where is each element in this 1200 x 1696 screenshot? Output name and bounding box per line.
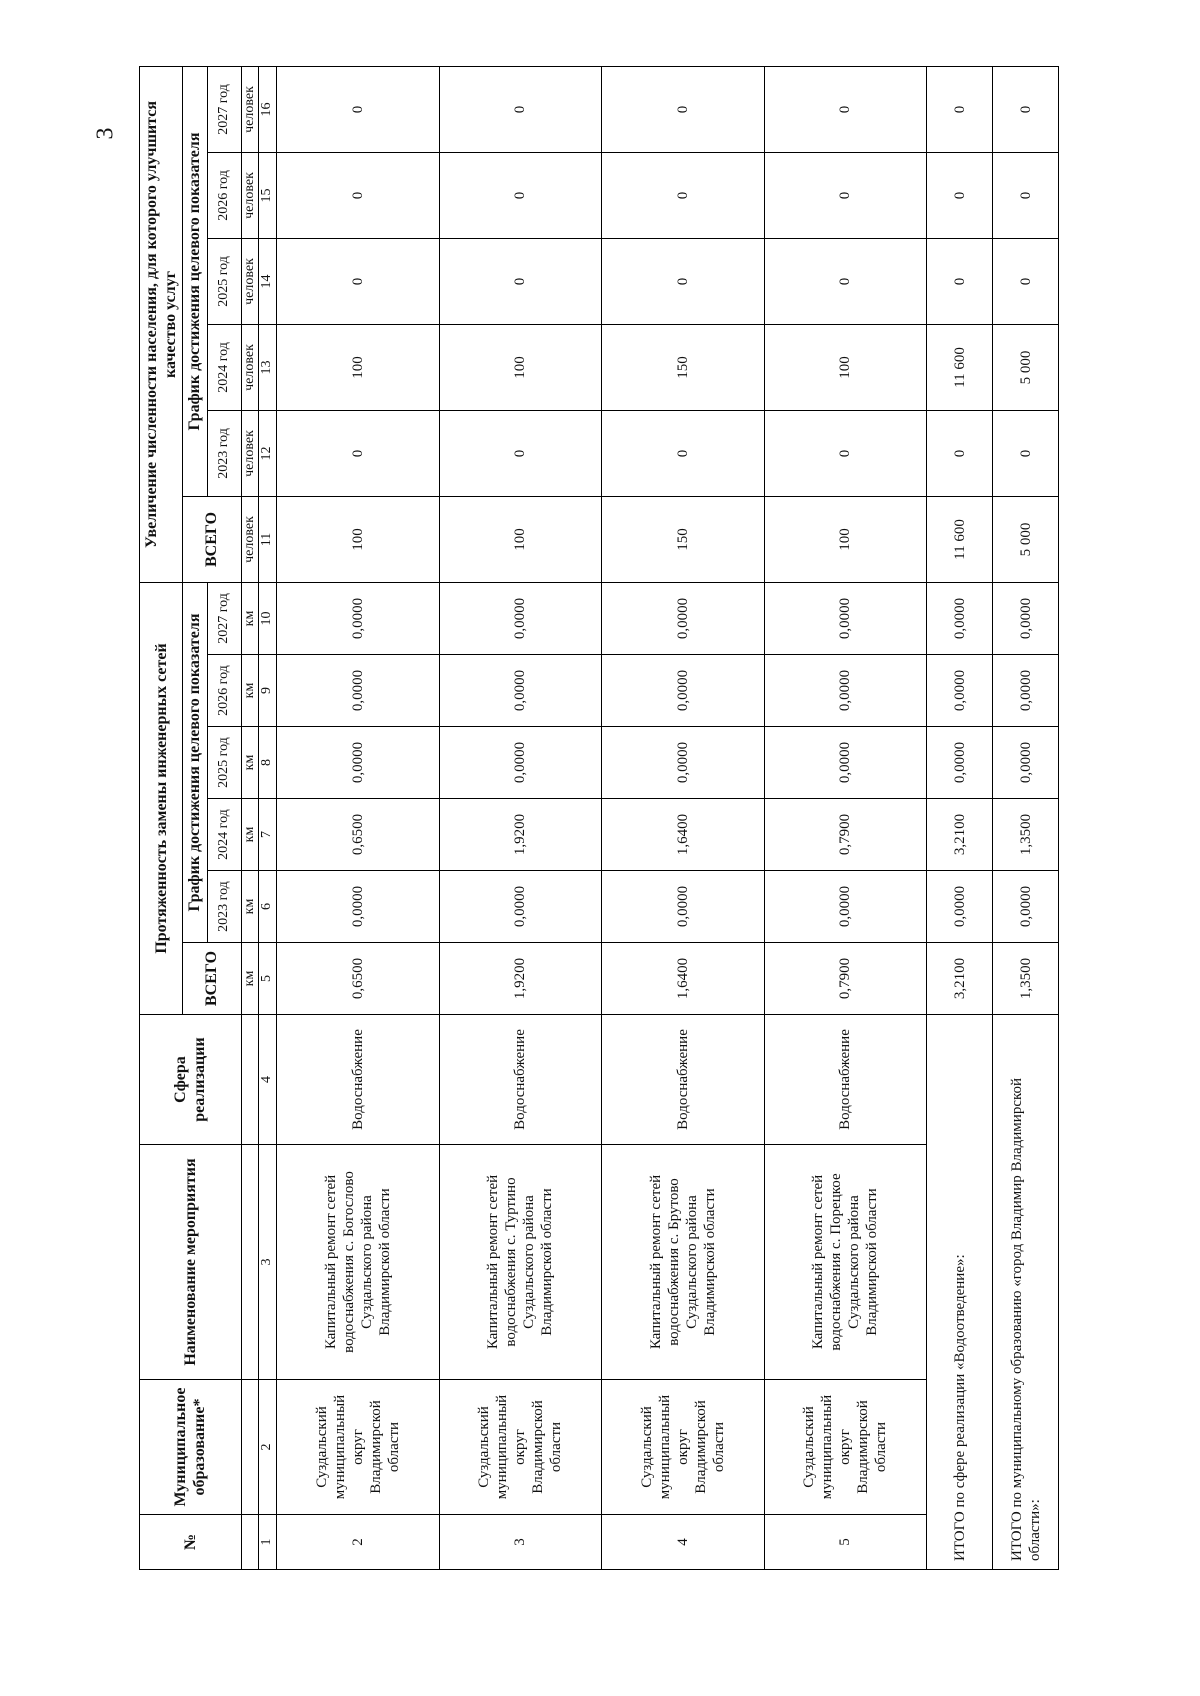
table-row [602, 66, 765, 1569]
people-2024-cell: 100 [277, 324, 440, 410]
unit-km: км [241, 655, 259, 727]
km-2027-cell: 0,0000 [602, 582, 765, 654]
column-number: 9 [259, 655, 277, 727]
unit-people: человек [241, 410, 259, 496]
column-number: 1 [259, 1515, 277, 1570]
header-municipality: Муниципальное образование* [140, 1380, 242, 1515]
km-total-cell: 0,7900 [764, 943, 927, 1015]
km-2025-cell: 0,0000 [277, 727, 440, 799]
row-number: 3 [439, 1515, 602, 1570]
column-number: 15 [259, 152, 277, 238]
people-2025-cell: 0 [993, 238, 1059, 324]
row-number: 5 [764, 1515, 927, 1570]
header-year: 2026 год [207, 655, 241, 727]
people-2024-cell: 100 [764, 324, 927, 410]
column-number: 8 [259, 727, 277, 799]
unit-km: км [241, 582, 259, 654]
km-total-cell: 1,9200 [439, 943, 602, 1015]
km-2027-cell: 0,0000 [439, 582, 602, 654]
km-2024-cell: 0,6500 [277, 799, 440, 871]
people-total-cell: 11 600 [927, 496, 993, 582]
column-number: 10 [259, 582, 277, 654]
people-2024-cell: 11 600 [927, 324, 993, 410]
km-2027-cell: 0,0000 [927, 582, 993, 654]
people-2024-cell: 5 000 [993, 324, 1059, 410]
event-name-cell: Капитальный ремонт сетей водоснабжения с. Богослово Суздальского района Владимирской области [277, 1145, 440, 1380]
people-total-cell: 100 [439, 496, 602, 582]
km-2027-cell: 0,0000 [764, 582, 927, 654]
km-2026-cell: 0,0000 [993, 655, 1059, 727]
people-total-cell: 100 [764, 496, 927, 582]
people-2027-cell: 0 [764, 66, 927, 152]
people-2026-cell: 0 [277, 152, 440, 238]
unit-blank [241, 1145, 259, 1380]
km-2026-cell: 0,0000 [927, 655, 993, 727]
header-population-schedule: График достижения целевого показателя [183, 66, 207, 496]
people-2023-cell: 0 [764, 410, 927, 496]
km-2026-cell: 0,0000 [602, 655, 765, 727]
header-event-name: Наименование мероприятия [140, 1145, 242, 1380]
people-2027-cell: 0 [927, 66, 993, 152]
targets-table [139, 66, 1059, 1570]
unit-blank [241, 1380, 259, 1515]
km-2023-cell: 0,0000 [927, 871, 993, 943]
header-year: 2027 год [207, 582, 241, 654]
km-2027-cell: 0,0000 [993, 582, 1059, 654]
people-2025-cell: 0 [602, 238, 765, 324]
km-total-cell: 0,6500 [277, 943, 440, 1015]
column-number: 13 [259, 324, 277, 410]
row-number: 4 [602, 1515, 765, 1570]
km-2024-cell: 3,2100 [927, 799, 993, 871]
people-2025-cell: 0 [927, 238, 993, 324]
people-2025-cell: 0 [764, 238, 927, 324]
municipality-cell: Суздальский муниципальный округ Владимирской области [277, 1380, 440, 1515]
page-number: 3 [92, 127, 119, 140]
people-2026-cell: 0 [764, 152, 927, 238]
table-row [764, 66, 927, 1569]
column-number: 2 [259, 1380, 277, 1515]
km-2023-cell: 0,0000 [277, 871, 440, 943]
km-2023-cell: 0,0000 [993, 871, 1059, 943]
people-2027-cell: 0 [993, 66, 1059, 152]
unit-km: км [241, 799, 259, 871]
unit-blank [241, 1015, 259, 1145]
people-2023-cell: 0 [277, 410, 440, 496]
km-2025-cell: 0,0000 [993, 727, 1059, 799]
header-year: 2023 год [207, 410, 241, 496]
people-2026-cell: 0 [927, 152, 993, 238]
row-number: 2 [277, 1515, 440, 1570]
km-total-cell: 1,6400 [602, 943, 765, 1015]
unit-blank [241, 1515, 259, 1570]
people-2023-cell: 0 [927, 410, 993, 496]
header-no: № [140, 1515, 242, 1570]
sphere-cell: Водоснабжение [764, 1015, 927, 1145]
column-number: 16 [259, 66, 277, 152]
km-2026-cell: 0,0000 [277, 655, 440, 727]
header-year: 2025 год [207, 727, 241, 799]
km-2023-cell: 0,0000 [439, 871, 602, 943]
rotated-table-wrapper [139, 84, 1059, 1570]
sphere-cell: Водоснабжение [602, 1015, 765, 1145]
municipality-cell: Суздальский муниципальный округ Владимирской области [439, 1380, 602, 1515]
header-year: 2026 год [207, 152, 241, 238]
header-year: 2024 год [207, 799, 241, 871]
header-year: 2025 год [207, 238, 241, 324]
municipality-cell: Суздальский муниципальный округ Владимирской области [602, 1380, 765, 1515]
km-2023-cell: 0,0000 [764, 871, 927, 943]
unit-people: человек [241, 152, 259, 238]
sphere-cell: Водоснабжение [439, 1015, 602, 1145]
header-population-total: ВСЕГО [183, 496, 241, 582]
column-number: 3 [259, 1145, 277, 1380]
people-2026-cell: 0 [993, 152, 1059, 238]
header-population-group: Увеличение численности населения, для которого улучшится качество услуг [140, 66, 183, 582]
column-number: 7 [259, 799, 277, 871]
km-2025-cell: 0,0000 [439, 727, 602, 799]
people-2024-cell: 100 [439, 324, 602, 410]
event-name-cell: Капитальный ремонт сетей водоснабжения с. Туртино Суздальского района Владимирской области [439, 1145, 602, 1380]
column-number: 12 [259, 410, 277, 496]
unit-people: человек [241, 238, 259, 324]
people-2026-cell: 0 [602, 152, 765, 238]
km-2025-cell: 0,0000 [927, 727, 993, 799]
km-2025-cell: 0,0000 [764, 727, 927, 799]
km-total-cell: 1,3500 [993, 943, 1059, 1015]
people-2023-cell: 0 [439, 410, 602, 496]
unit-km: км [241, 727, 259, 799]
km-total-cell: 3,2100 [927, 943, 993, 1015]
total-label-cell: ИТОГО по сфере реализации «Водоотведение»: [927, 1015, 993, 1570]
total-label-cell: ИТОГО по муниципальному образованию «город Владимир Владимирской области»: [993, 1015, 1059, 1570]
km-2026-cell: 0,0000 [439, 655, 602, 727]
people-total-cell: 150 [602, 496, 765, 582]
unit-km: км [241, 871, 259, 943]
header-year: 2027 год [207, 66, 241, 152]
sphere-cell: Водоснабжение [277, 1015, 440, 1145]
total-row [993, 66, 1059, 1569]
table-row [277, 66, 440, 1569]
unit-people: человек [241, 324, 259, 410]
people-2027-cell: 0 [439, 66, 602, 152]
people-2025-cell: 0 [277, 238, 440, 324]
people-2025-cell: 0 [439, 238, 602, 324]
people-2024-cell: 150 [602, 324, 765, 410]
km-2025-cell: 0,0000 [602, 727, 765, 799]
km-2023-cell: 0,0000 [602, 871, 765, 943]
people-total-cell: 100 [277, 496, 440, 582]
municipality-cell: Суздальский муниципальный округ Владимирской области [764, 1380, 927, 1515]
people-total-cell: 5 000 [993, 496, 1059, 582]
header-year: 2023 год [207, 871, 241, 943]
event-name-cell: Капитальный ремонт сетей водоснабжения с. Порецкое Суздальского района Владимирской области [764, 1145, 927, 1380]
event-name-cell: Капитальный ремонт сетей водоснабжения с. Брутово Суздальского района Владимирской области [602, 1145, 765, 1380]
km-2024-cell: 1,6400 [602, 799, 765, 871]
people-2026-cell: 0 [439, 152, 602, 238]
km-2026-cell: 0,0000 [764, 655, 927, 727]
unit-people: человек [241, 66, 259, 152]
table-row [439, 66, 602, 1569]
km-2024-cell: 0,7900 [764, 799, 927, 871]
km-2027-cell: 0,0000 [277, 582, 440, 654]
people-2023-cell: 0 [602, 410, 765, 496]
header-length-total: ВСЕГО [183, 943, 241, 1015]
column-number: 14 [259, 238, 277, 324]
km-2024-cell: 1,3500 [993, 799, 1059, 871]
column-number: 4 [259, 1015, 277, 1145]
people-2023-cell: 0 [993, 410, 1059, 496]
column-number: 6 [259, 871, 277, 943]
header-length-group: Протяженность замены инженерных сетей [140, 582, 183, 1014]
people-2027-cell: 0 [277, 66, 440, 152]
column-number: 5 [259, 943, 277, 1015]
header-year: 2024 год [207, 324, 241, 410]
total-row [927, 66, 993, 1569]
unit-people: человек [241, 496, 259, 582]
people-2027-cell: 0 [602, 66, 765, 152]
km-2024-cell: 1,9200 [439, 799, 602, 871]
unit-km: км [241, 943, 259, 1015]
header-length-schedule: График достижения целевого показателя [183, 582, 207, 942]
column-number: 11 [259, 496, 277, 582]
header-sphere: Сфера реализации [140, 1015, 242, 1145]
